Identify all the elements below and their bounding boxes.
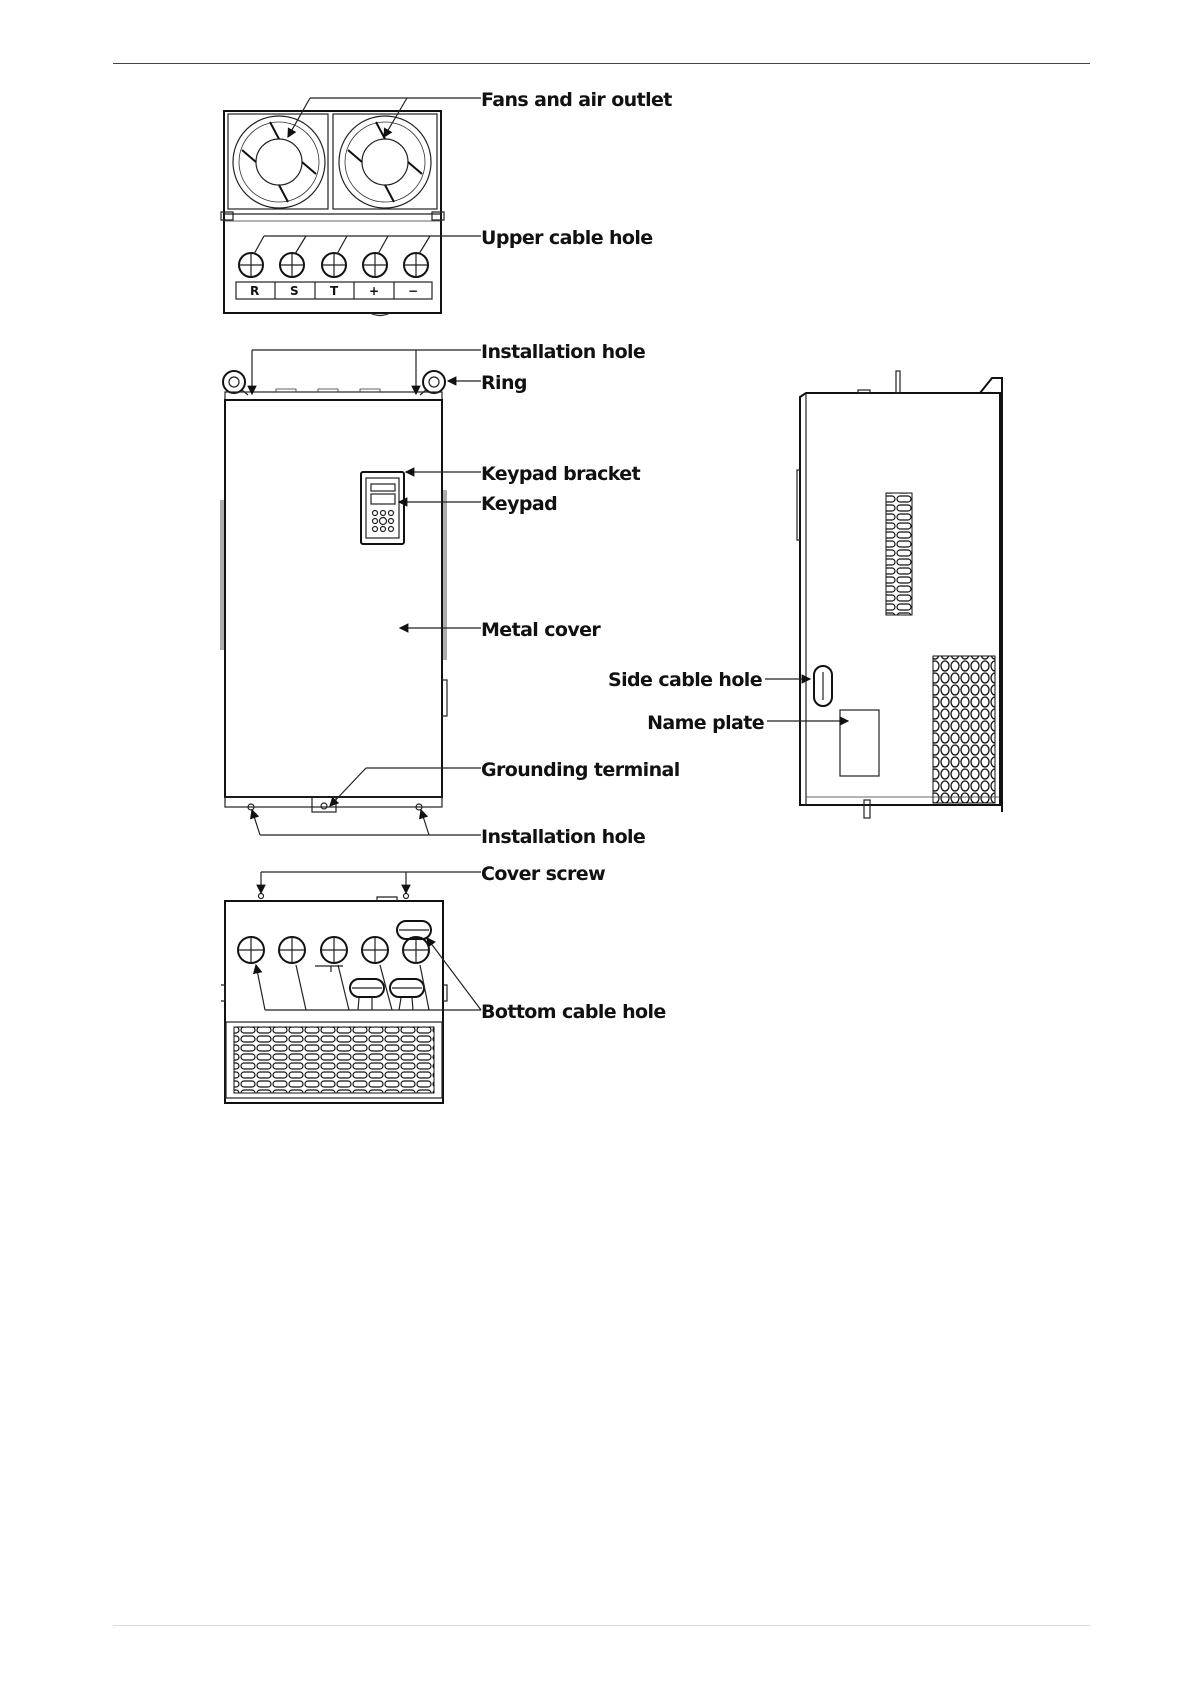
ring-left-icon [223, 371, 245, 393]
label-cover-screw: Cover screw [481, 863, 606, 885]
terminal-r: R [250, 284, 260, 298]
label-bottom-cable-hole: Bottom cable hole [481, 1001, 666, 1023]
label-metal-cover: Metal cover [481, 619, 601, 641]
label-name-plate: Name plate [647, 712, 764, 734]
top-view [221, 111, 444, 316]
footer-rule [113, 1625, 1090, 1626]
terminal-t: T [330, 284, 339, 298]
label-upper-cable-hole: Upper cable hole [481, 227, 653, 249]
terminal-minus: − [408, 284, 419, 298]
keypad-icon [371, 484, 395, 532]
bottom-cable-holes [238, 921, 431, 997]
ring-right-icon [423, 371, 445, 393]
front-view [221, 371, 447, 812]
fan-right-icon [339, 116, 431, 208]
keypad-bracket-icon [361, 472, 404, 544]
fan-left-icon [233, 116, 325, 208]
label-grounding-terminal: Grounding terminal [481, 759, 680, 781]
label-installation-hole-bottom: Installation hole [481, 826, 646, 848]
label-keypad-bracket: Keypad bracket [481, 463, 641, 485]
label-keypad: Keypad [481, 493, 558, 515]
side-view [797, 371, 1002, 818]
side-cable-hole-icon [814, 666, 832, 706]
label-fans-air-outlet: Fans and air outlet [481, 89, 672, 111]
label-side-cable-hole: Side cable hole [608, 669, 762, 691]
name-plate-box [840, 710, 879, 776]
bottom-view [221, 894, 447, 1104]
terminal-plus: + [369, 284, 380, 298]
label-ring: Ring [481, 372, 527, 394]
label-installation-hole-top: Installation hole [481, 341, 646, 363]
upper-cable-holes [239, 253, 428, 277]
terminal-s: S [290, 284, 299, 298]
